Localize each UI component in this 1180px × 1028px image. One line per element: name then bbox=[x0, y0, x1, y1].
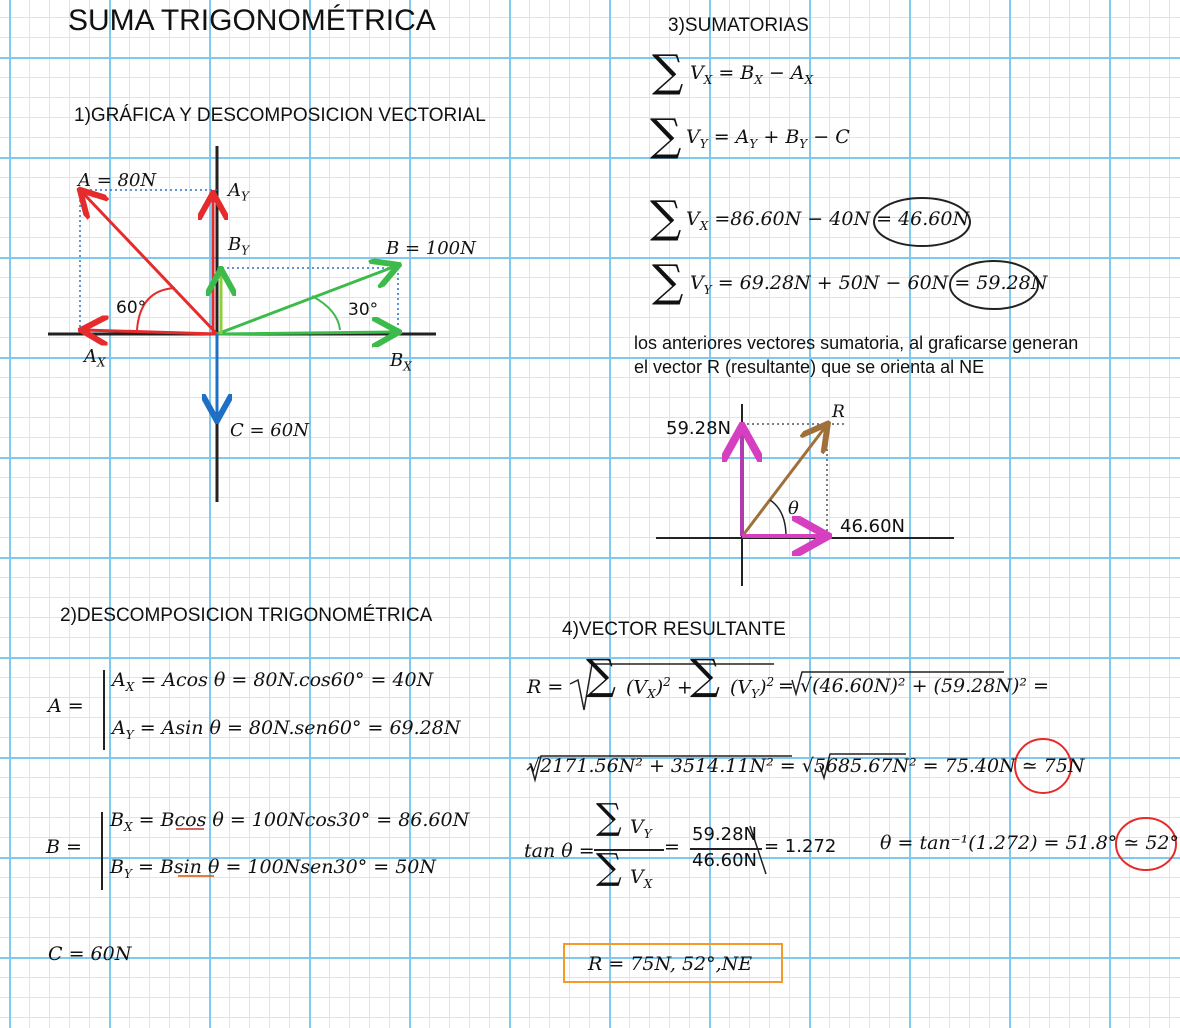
eq-ay: $A_Y = Asin$ θ = 80N.sen60° = 69.28N bbox=[112, 717, 461, 742]
r-line-2: √2171.56N² + 3514.11N² = √5685.67N² = 75.40N ≃ 75N bbox=[528, 755, 1085, 777]
sigma-r1: ∑ bbox=[586, 650, 616, 699]
sum-x-result: 46.60N bbox=[898, 208, 970, 230]
vector-r bbox=[744, 426, 826, 534]
section4-heading: 4)VECTOR RESULTANTE bbox=[562, 619, 786, 640]
eq-by: $B_Y = Bsin$ θ = 100Nsen30° = 50N bbox=[110, 856, 436, 881]
vector-a bbox=[82, 192, 217, 334]
r-result: 75N bbox=[1043, 755, 1085, 777]
tan-frac-num: 59.28N bbox=[692, 824, 757, 845]
eq-bx: $B_X = Bcos$ θ = 100Ncos30° = 86.60N bbox=[110, 809, 470, 834]
sigma-tan-num: ∑ bbox=[596, 797, 622, 838]
label-a: A = 80N bbox=[78, 170, 157, 191]
label-b: B = 100N bbox=[386, 238, 476, 259]
eq-a-label: A = bbox=[48, 695, 84, 717]
tan-den-v: $V_X$ bbox=[630, 866, 653, 891]
angle-a-label: 60° bbox=[116, 298, 147, 318]
label-ax: $A_X$ bbox=[84, 346, 106, 370]
sigma-r2: ∑ bbox=[690, 650, 720, 699]
eq-b-label: B = bbox=[46, 836, 82, 858]
label-ay: $A_Y$ bbox=[228, 180, 249, 204]
angle-b-label: 30° bbox=[348, 300, 379, 320]
eq-c: C = 60N bbox=[48, 943, 132, 965]
final-result: R = 75N, 52°,NE bbox=[588, 953, 753, 975]
graph-theta-label: θ bbox=[788, 498, 799, 519]
section3-heading: 3)SUMATORIAS bbox=[668, 15, 809, 36]
r-rhs: = √(46.60N)² + (59.28N)² = bbox=[778, 675, 1049, 697]
label-by: $B_Y$ bbox=[228, 234, 250, 258]
tan-frac-den: 46.60N bbox=[692, 850, 757, 871]
r-lhs: R = bbox=[527, 676, 564, 698]
graph-vx-label: 46.60N bbox=[840, 516, 905, 537]
page-title: SUMA TRIGONOMÉTRICA bbox=[68, 4, 436, 37]
angle-arc-theta bbox=[770, 500, 786, 534]
tan-lhs: tan θ = bbox=[524, 840, 595, 862]
sum-eq-4: $V_Y = 69.28N + 50N - 60N = 59.28N$ bbox=[690, 272, 1048, 297]
sigma-tan-den: ∑ bbox=[596, 847, 622, 888]
section1-heading: 1)GRÁFICA Y DESCOMPOSICION VECTORIAL bbox=[74, 105, 486, 126]
graph-r-label: R bbox=[832, 402, 845, 422]
sigma-4: ∑ bbox=[652, 256, 684, 307]
sum-eq-1: $V_X = B_X - A_X$ bbox=[690, 62, 814, 87]
sigma-2: ∑ bbox=[650, 110, 682, 161]
theta-result: 52° bbox=[1145, 832, 1179, 854]
sum-eq-2: $V_Y = A_Y + B_Y - C$ bbox=[686, 126, 850, 151]
sigma-1: ∑ bbox=[652, 46, 684, 97]
sigma-3: ∑ bbox=[650, 192, 682, 243]
vector-bx bbox=[217, 332, 396, 334]
explanation-line-2: el vector R (resultante) que se orienta al NE bbox=[634, 357, 985, 377]
label-c: C = 60N bbox=[230, 420, 309, 441]
label-bx: $B_X$ bbox=[390, 350, 412, 374]
angle-arc-b bbox=[312, 296, 340, 330]
tan-value: = 1.272 bbox=[764, 836, 837, 857]
tan-eq: = bbox=[664, 836, 680, 858]
r-term-2: $(V_Y)^2$ bbox=[730, 675, 775, 702]
eq-ax: $A_X = Acos$ θ = 80N.cos60° = 40N bbox=[112, 669, 434, 694]
tan-num-v: $V_Y$ bbox=[630, 816, 652, 841]
sum-eq-3: $V_X =86.60N - 40N = 46.60N$ bbox=[686, 208, 970, 233]
section2-heading: 2)DESCOMPOSICION TRIGONOMÉTRICA bbox=[60, 605, 433, 626]
r-term-1: $(V_X)^2$ + bbox=[626, 675, 693, 702]
sum-y-result: 59.28N bbox=[976, 272, 1048, 294]
graph-vy-label: 59.28N bbox=[666, 418, 731, 439]
theta-eq: θ = tan⁻¹(1.272) = 51.8° ≃ 52° bbox=[880, 832, 1179, 854]
explanation-line-1: los anteriores vectores sumatoria, al graficarse generan bbox=[634, 333, 1079, 353]
